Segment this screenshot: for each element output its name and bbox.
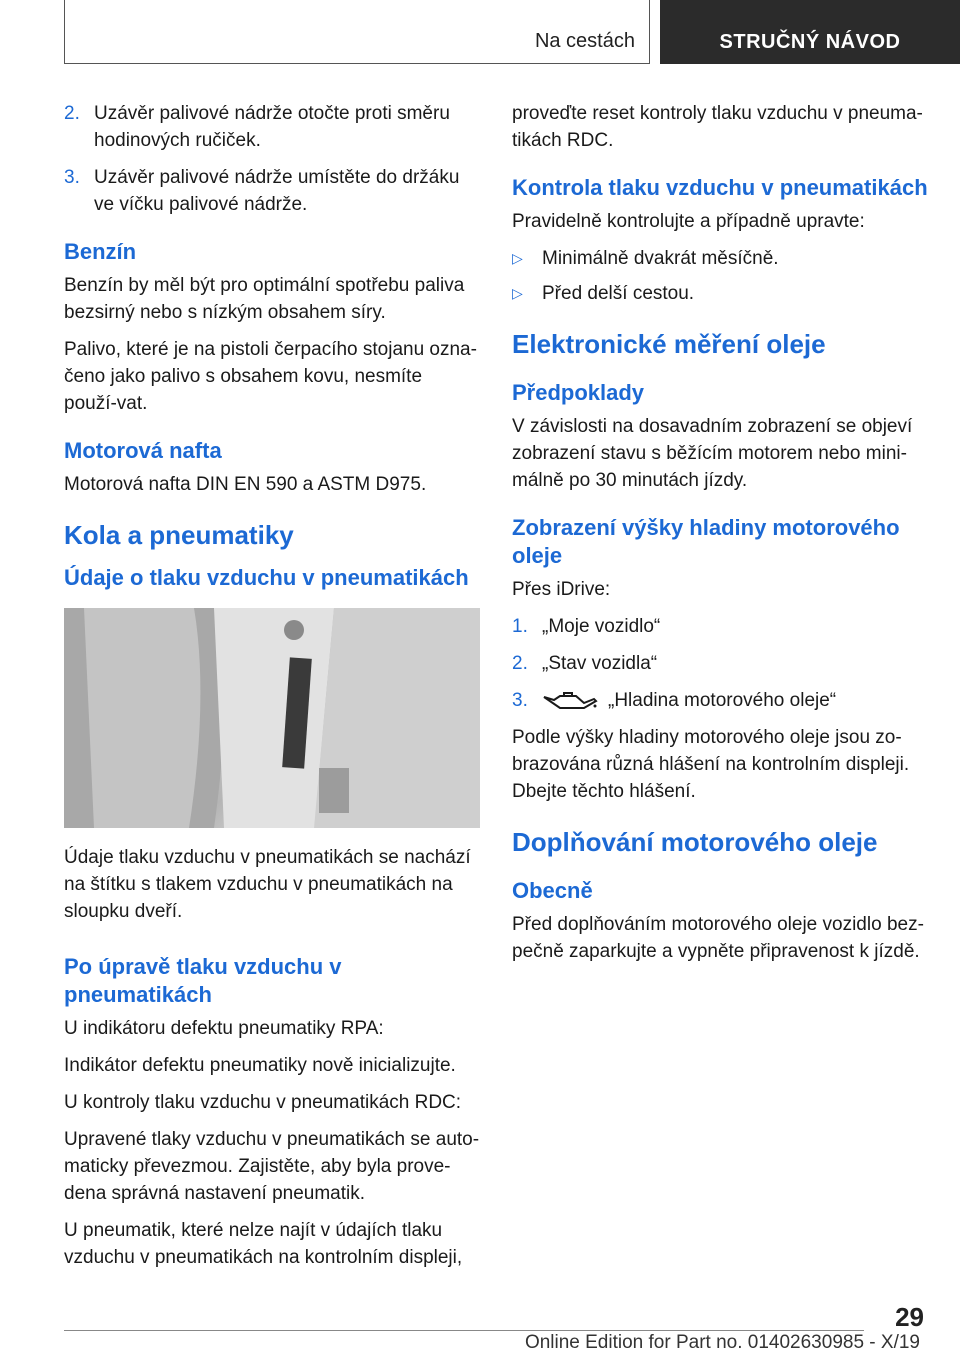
heading-kontrola: Kontrola tlaku vzduchu v pneumatikách — [512, 175, 928, 200]
list-item: 2. Uzávěr palivové nádrže otočte proti směru hodinových ručiček. — [64, 103, 450, 151]
paragraph: Palivo, které je na pistoli čerpacího stojanu ozna‐čeno jako palivo s obsahem kovu, nesmíte použí‐vat. — [64, 339, 477, 414]
list-item: 2. „Stav vozidla“ — [512, 653, 658, 674]
footer-divider — [64, 1330, 864, 1331]
bullet-triangle-icon: ▷ — [512, 250, 523, 266]
list-item: 3. „Hladina motorového oleje“ — [512, 690, 837, 711]
door-pillar-illustration — [64, 608, 480, 828]
oil-can-icon — [542, 691, 598, 711]
footer-text: Online Edition for Part no. 01402630985 - X/19 — [524, 1332, 920, 1353]
bullet-triangle-icon: ▷ — [512, 285, 523, 301]
paragraph: Indikátor defektu pneumatiky nově inicializujte. — [64, 1055, 456, 1076]
paragraph: Upravené tlaky vzduchu v pneumatikách se auto‐maticky převezmou. Zajistěte, aby byla prove‐dena správná nastavení pneumatik. — [64, 1129, 480, 1204]
paragraph: U indikátoru defektu pneumatiky RPA: — [64, 1018, 384, 1039]
left-column — [64, 100, 480, 1281]
paragraph: U pneumatik, které nelze najít v údajích tlaku vzduchu v pneumatikách na kontrolním displeji, — [64, 1220, 463, 1268]
door-pillar-photo — [64, 608, 480, 828]
heading-elektro: Elektronické měření oleje — [512, 329, 826, 359]
heading-predpoklady: Předpoklady — [512, 380, 645, 405]
paragraph: proveďte reset kontroly tlaku vzduchu v pneuma‐tikách RDC. — [512, 103, 923, 151]
paragraph: U kontroly tlaku vzduchu v pneumatikách RDC: — [64, 1092, 462, 1113]
chapter-tab[interactable]: STRUČNÝ NÁVOD — [660, 0, 960, 64]
photo-caption: Údaje tlaku vzduchu v pneumatikách se nachází na štítku s tlakem vzduchu v pneumatikách na sloupku dveří. — [64, 847, 471, 922]
heading-obecne: Obecně — [512, 878, 593, 903]
right-column — [512, 100, 928, 975]
paragraph: Benzín by měl být pro optimální spotřebu paliva bezsirný nebo s nízkým obsahem síry. — [64, 275, 465, 323]
paragraph: Pravidelně kontrolujte a případně upravte: — [512, 211, 865, 232]
paragraph: Motorová nafta DIN EN 590 a ASTM D975. — [64, 474, 427, 495]
list-item: ▷ Před delší cestou. — [512, 280, 928, 307]
heading-uprava: Po úpravě tlaku vzduchu v pneumatikách — [64, 954, 342, 1007]
heading-kola: Kola a pneumatiky — [64, 520, 294, 550]
heading-nafta: Motorová nafta — [64, 438, 222, 463]
paragraph: Před doplňováním motorového oleje vozidlo bez‐pečně zaparkujte a vypněte připravenost k jízdě. — [512, 914, 924, 962]
heading-doplnovani: Doplňování motorového oleje — [512, 827, 878, 857]
heading-udaje: Údaje o tlaku vzduchu v pneumatikách — [64, 565, 469, 590]
heading-benzin: Benzín — [64, 239, 137, 264]
list-item: ▷ Minimálně dvakrát měsíčně. — [512, 245, 928, 272]
page-number: 29 — [895, 1302, 924, 1332]
list-item: 1. „Moje vozidlo“ — [512, 616, 661, 637]
section-title: Na cestách — [534, 30, 635, 52]
heading-zobrazeni: Zobrazení výšky hladiny motorového oleje — [512, 515, 900, 568]
paragraph: Přes iDrive: — [512, 579, 611, 600]
list-item: 3. Uzávěr palivové nádrže umístěte do držáku ve víčku palivové nádrže. — [64, 167, 460, 215]
paragraph: V závislosti na dosavadním zobrazení se objeví zobrazení stavu s běžícím motorem nebo mini‐málně po 30 minutách jízdy. — [512, 416, 913, 491]
paragraph: Podle výšky hladiny motorového oleje jsou zo‐brazována různá hlášení na kontrolním displeji. Dbejte těchto hlášení. — [512, 727, 910, 802]
